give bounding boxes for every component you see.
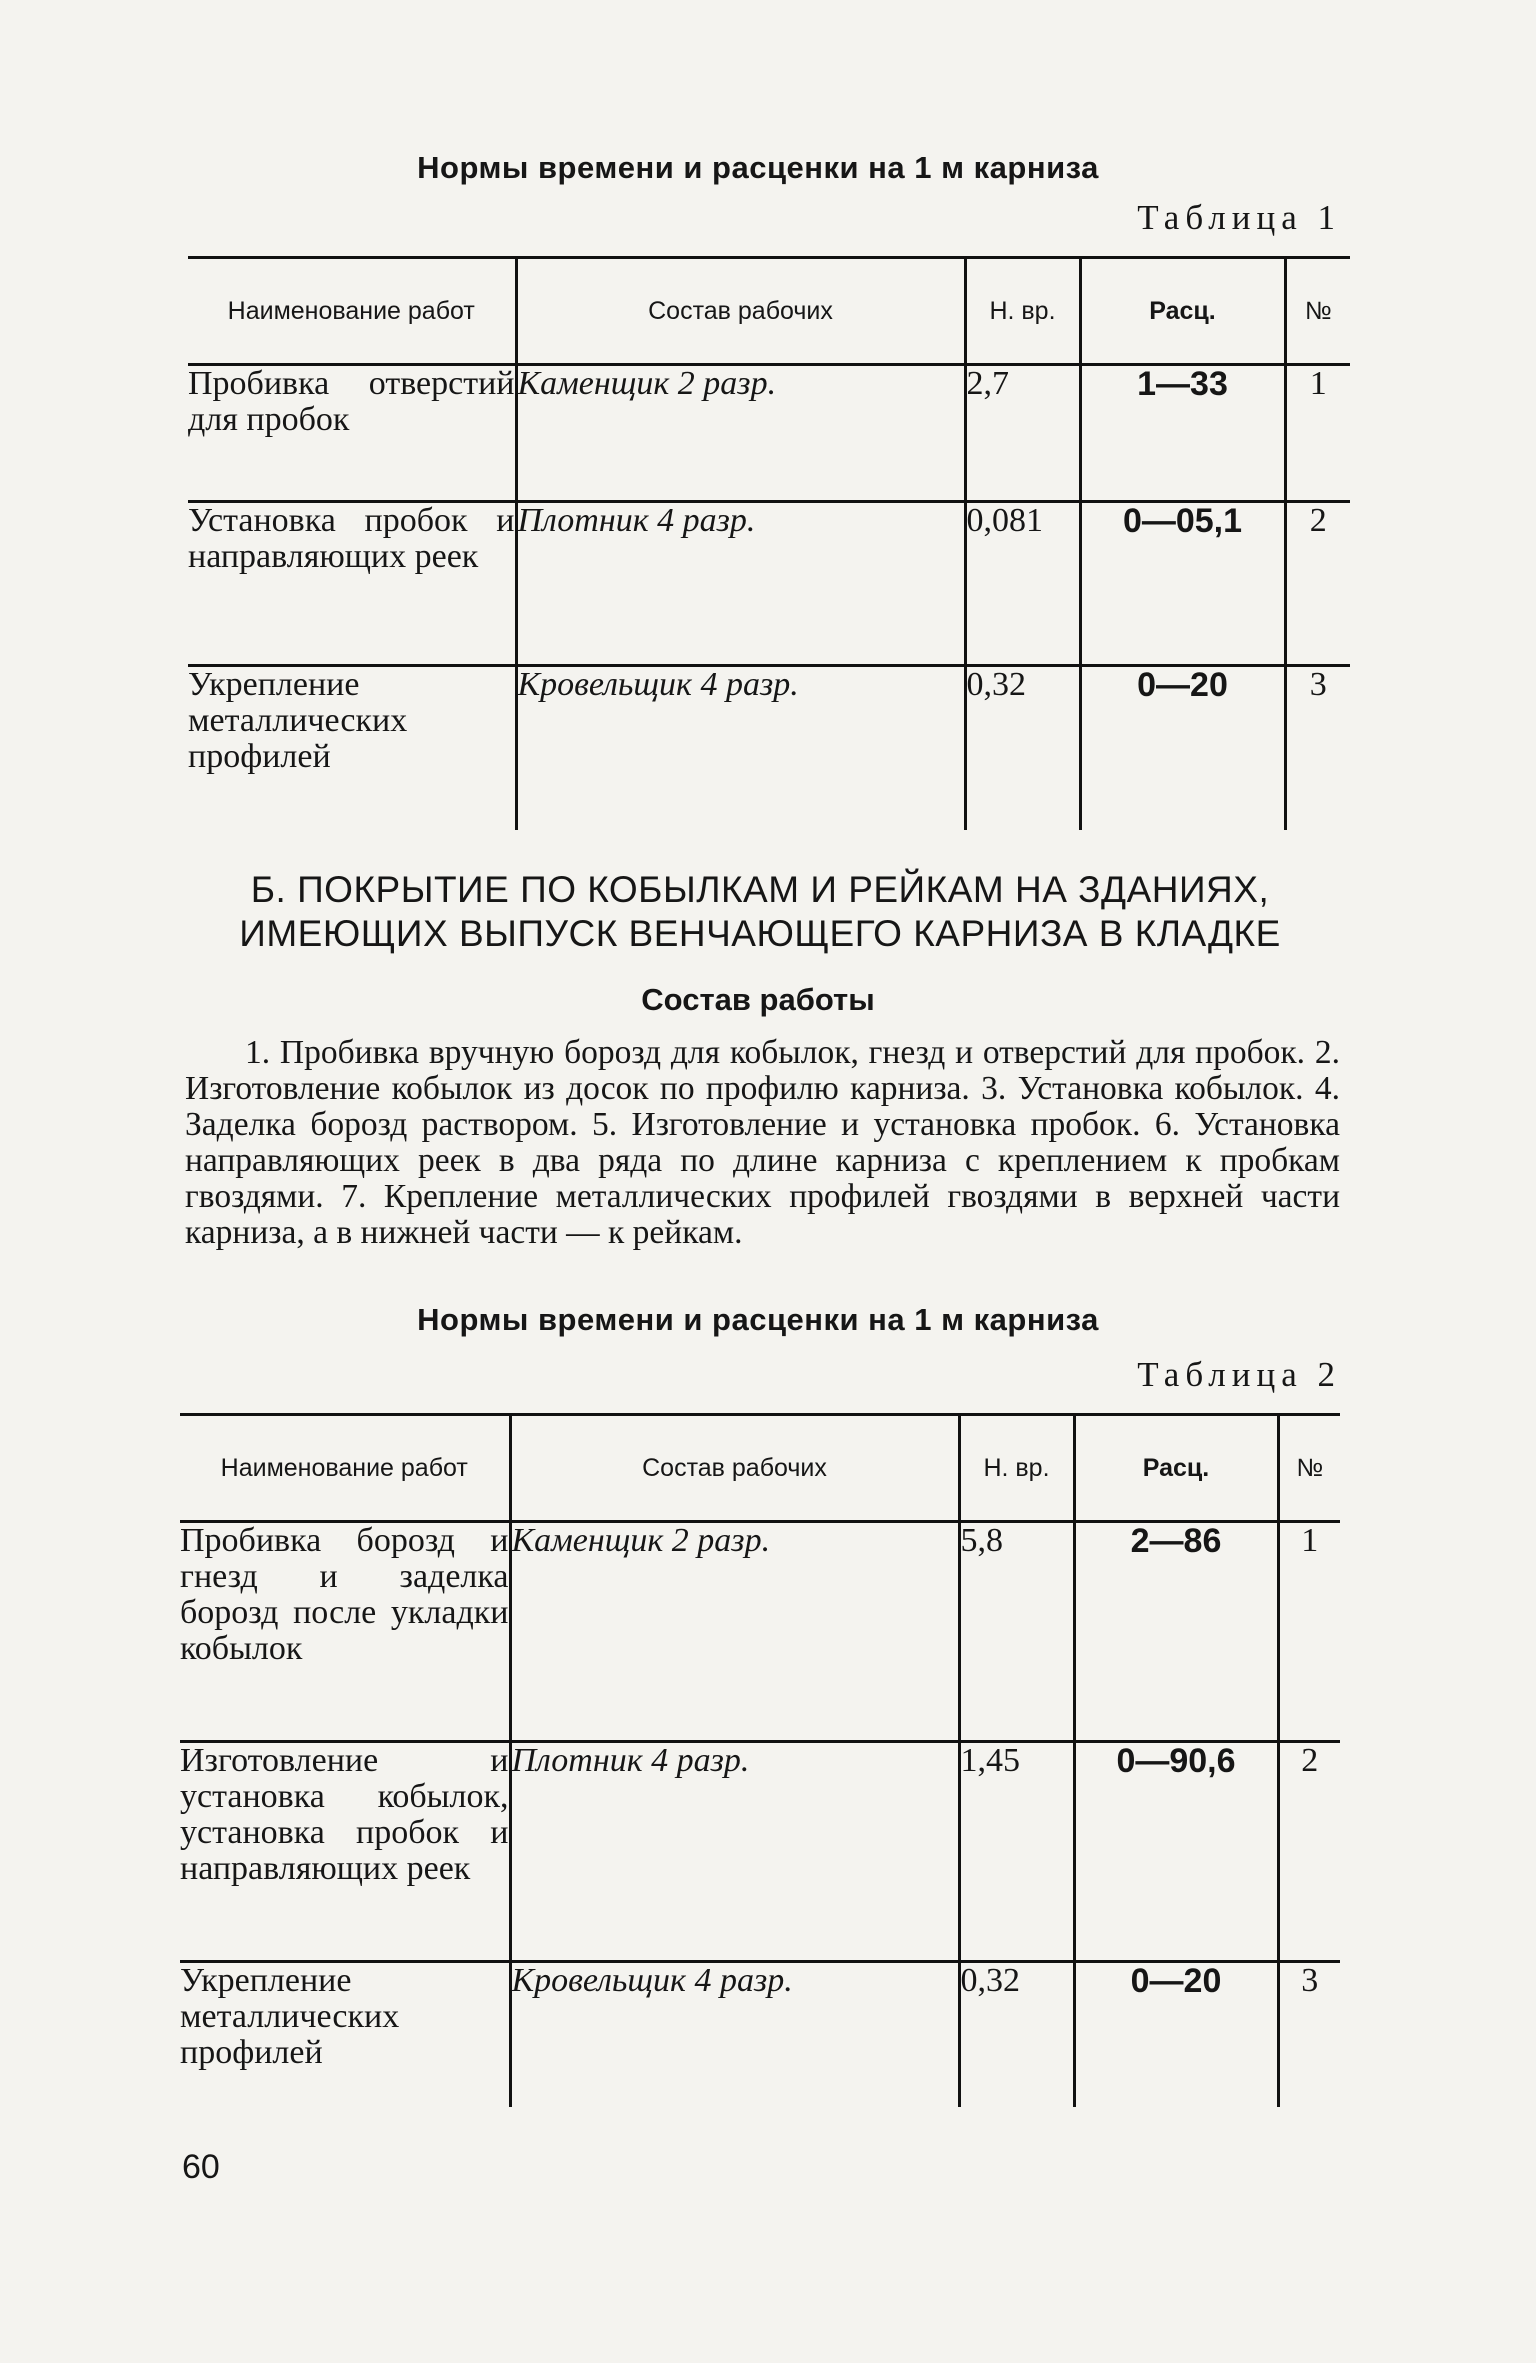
header-rate: Расц.: [1080, 258, 1285, 365]
section-title: [160, 868, 1360, 956]
rate-cell: 2—86: [1074, 1522, 1278, 1742]
crew-cell: Кровельщик 4 разр.: [516, 666, 965, 830]
work-cell: Пробивка борозд и гнезд и заделка борозд после укладки кобылок: [180, 1522, 509, 1667]
rate-cell: 0—05,1: [1080, 502, 1285, 666]
table2-header-row: [180, 1415, 1340, 1522]
table2-caption: Нормы времени и расценки на 1 м карниза: [417, 1302, 1099, 1337]
num-cell: 1: [1278, 1522, 1340, 1742]
table1-caption: Нормы времени и расценки на 1 м карниза: [417, 150, 1099, 185]
work-cell: Укрепление металлических профилей: [180, 1962, 400, 2071]
header-work: Наименование работ: [227, 296, 475, 325]
crew-cell: Плотник 4 разр.: [516, 502, 965, 666]
rate-cell: 0—20: [1074, 1962, 1278, 2107]
time-cell: 1,45: [959, 1742, 1074, 1962]
num-cell: 1: [1285, 365, 1350, 502]
num-cell: 3: [1285, 666, 1350, 830]
work-cell: Изготовление и установка кобылок, установка пробок и направляющих реек: [180, 1742, 509, 1887]
header-time: Н. вр.: [965, 258, 1080, 365]
crew-cell: Каменщик 2 разр.: [510, 1522, 959, 1742]
table1: [188, 256, 1350, 830]
table2: [180, 1413, 1340, 2107]
work-description: 1. Пробивка вручную борозд для кобылок, гнезд и отверстий для пробок. 2. Изготовление кобылок из досок по профилю карниза. 3. Установка кобылок. 4. Заделка борозд раствором. 5. Изготовление и установка пробок. 6. Установка направляющих реек в два ряда по длине карниза с креплением к пробкам гвоздями. 7. Крепление металлических профилей гвоздями в верхней части карниза, а в нижней части — к рейкам.: [185, 1034, 1340, 1251]
rate-cell: 1—33: [1080, 365, 1285, 502]
time-cell: 0,081: [965, 502, 1080, 666]
time-cell: 0,32: [959, 1962, 1074, 2107]
time-cell: 2,7: [965, 365, 1080, 502]
header-rate: Расц.: [1074, 1415, 1278, 1522]
work-cell: Пробивка отверстий для пробок: [188, 365, 515, 438]
section-title-line-1: Б. ПОКРЫТИЕ ПО КОБЫЛКАМ И РЕЙКАМ НА ЗДАНИЯХ,: [250, 869, 1270, 910]
header-time: Н. вр.: [959, 1415, 1074, 1522]
section-title-line-2: ИМЕЮЩИХ ВЫПУСК ВЕНЧАЮЩЕГО КАРНИЗА В КЛАДКЕ: [239, 913, 1281, 954]
table2-label: Таблица 2: [1137, 1355, 1341, 1394]
header-crew: Состав рабочих: [510, 1415, 959, 1522]
crew-cell: Каменщик 2 разр.: [516, 365, 965, 502]
header-crew: Состав рабочих: [516, 258, 965, 365]
table-row: [188, 666, 1350, 830]
time-cell: 0,32: [965, 666, 1080, 830]
num-cell: 2: [1285, 502, 1350, 666]
page-number: 60: [182, 2148, 220, 2186]
rate-cell: 0—20: [1080, 666, 1285, 830]
table1-label: Таблица 1: [1137, 198, 1341, 237]
num-cell: 2: [1278, 1742, 1340, 1962]
work-cell: Установка пробок и направляющих реек: [188, 502, 515, 575]
work-heading: Состав работы: [641, 982, 875, 1017]
work-cell: Укрепление металлических профилей: [188, 666, 408, 775]
header-work: Наименование работ: [220, 1453, 468, 1482]
table-row: [188, 502, 1350, 666]
crew-cell: Плотник 4 разр.: [510, 1742, 959, 1962]
table-row: [180, 1962, 1340, 2107]
num-cell: 3: [1278, 1962, 1340, 2107]
table-row: [188, 365, 1350, 502]
table1-header-row: [188, 258, 1350, 365]
table-row: [180, 1742, 1340, 1962]
header-num: №: [1285, 258, 1350, 365]
table-row: [180, 1522, 1340, 1742]
rate-cell: 0—90,6: [1074, 1742, 1278, 1962]
header-num: №: [1278, 1415, 1340, 1522]
crew-cell: Кровельщик 4 разр.: [510, 1962, 959, 2107]
time-cell: 5,8: [959, 1522, 1074, 1742]
